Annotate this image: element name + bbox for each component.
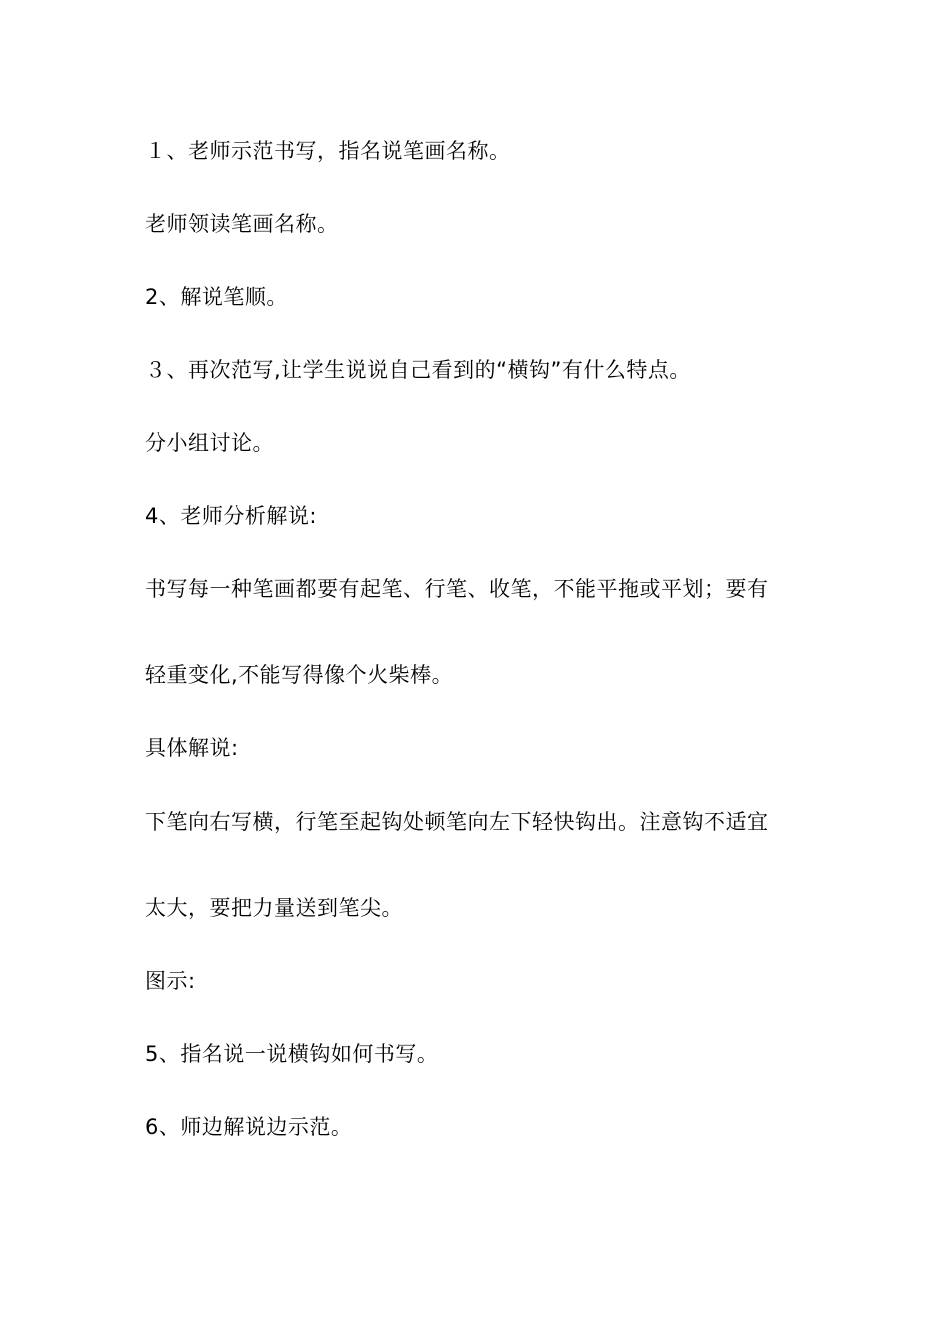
diagram-heading: 图示: xyxy=(145,969,196,993)
step-4-paragraph-line-1: 书写每一种笔画都要有起笔、行笔、收笔，不能平拖或平划；要有 xyxy=(145,577,769,601)
step-1-demo: １、老师示范书写，指名说笔画名称。 xyxy=(145,139,511,163)
step-6-demo: 6、师边解说边示范。 xyxy=(145,1115,353,1139)
step-2-stroke-order: 2、解说笔顺。 xyxy=(145,285,288,309)
step-4-heading: 4、老师分析解说: xyxy=(145,504,317,528)
step-5-ask: 5、指名说一说横钩如何书写。 xyxy=(145,1042,439,1066)
step-3-group-discussion: 分小组讨论。 xyxy=(145,431,274,455)
detail-paragraph-line-2: 太大，要把力量送到笔尖。 xyxy=(145,896,403,920)
step-4-paragraph-line-2: 轻重变化,不能写得像个火柴棒。 xyxy=(145,663,454,687)
detail-paragraph-line-1: 下笔向右写横，行笔至起钩处顿笔向左下轻快钩出。注意钩不适宜 xyxy=(145,810,769,834)
step-3-rewrite: ３、再次范写,让学生说说自己看到的“横钩”有什么特点。 xyxy=(145,358,691,382)
step-1-read-aloud: 老师领读笔画名称。 xyxy=(145,212,339,236)
detail-heading: 具体解说: xyxy=(145,736,239,760)
